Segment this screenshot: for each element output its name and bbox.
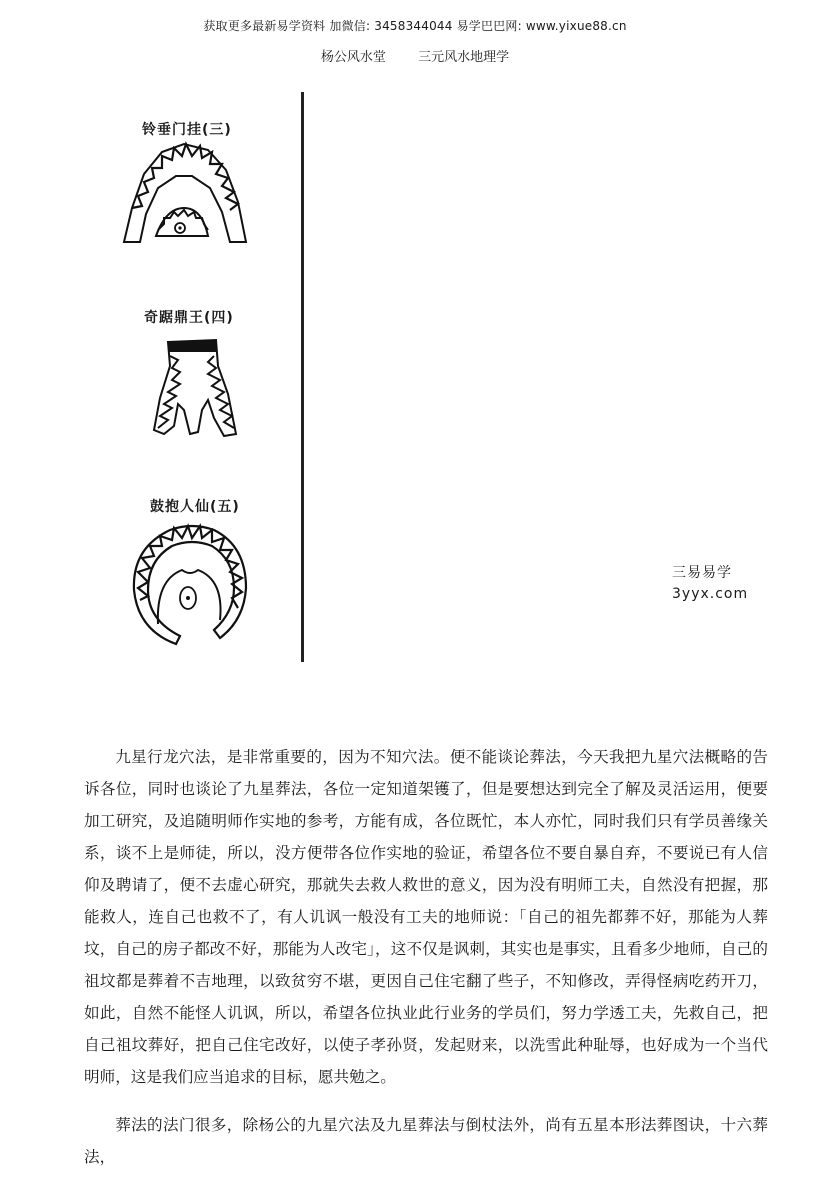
- page-subheader: [0, 46, 830, 65]
- figure-5-diagram: [130, 520, 250, 648]
- header-left: 杨公风水堂: [320, 50, 386, 65]
- figure-4-diagram: [150, 338, 246, 442]
- page-banner: 获取更多最新易学资料 加微信: 3458344044 易学巴巴网: www.yixue88.cn: [203, 19, 627, 33]
- body-text: [84, 741, 768, 1189]
- column-divider: [301, 92, 304, 662]
- figure-label-5: 鼓抱人仙(五): [150, 499, 240, 515]
- paragraph-2: 葬法的法门很多，除杨公的九星穴法及九星葬法与倒杖法外，尚有五星本形法葬图诀，十六葬法，: [84, 1116, 768, 1166]
- watermark-line2: 3yyx.com: [672, 586, 749, 602]
- header-right: 三元风水地理学: [418, 50, 510, 65]
- figure-3-diagram: [118, 138, 250, 250]
- paragraph-1: 九星行龙穴法，是非常重要的，因为不知穴法。便不能谈论葬法，今天我把九星穴法概略的告诉各位，同时也谈论了九星葬法，各位一定知道架镬了，但是要想达到完全了解及灵活运用，便要加工研究，及追随明师作实地的参考，方能有成，各位既忙，本人亦忙，同时我们只有学员善缘关系，谈不上是师徒，所以，没方便带各位作实地的验证，希望各位不要自暴自弃，不要说已有人信仰及聘请了，便不去虚心研究，那就失去救人救世的意义，因为没有明师工夫，自然没有把握，那能救人，连自己也救不了，有人讥讽一般没有工夫的地师说：「自己的祖先都葬不好，那能为人葬坟，自己的房子都改不好，那能为人改宅」，这不仅是讽刺，其实也是事实，且看多少地师，自己的祖坟都是葬着不吉地理，以致贫穷不堪，更因自己住宅翻了些子，不知修改，弄得怪病吃药开刀，如此，自然不能怪人讥讽，所以，希望各位执业此行业务的学员们，努力学透工夫，先救自己，把自己祖坟葬好，把自己住宅改好，以使子孝孙贤，发起财来，以洗雪此种耻辱，也好成为一个当代明师，这是我们应当追求的目标，愿共勉之。: [84, 748, 768, 1086]
- figure-label-4: 奇踞鼎王(四): [144, 310, 234, 326]
- watermark: [672, 563, 748, 605]
- watermark-line1: 三易易学: [672, 565, 732, 581]
- figure-label-3: 铃垂门挂(三): [142, 122, 232, 138]
